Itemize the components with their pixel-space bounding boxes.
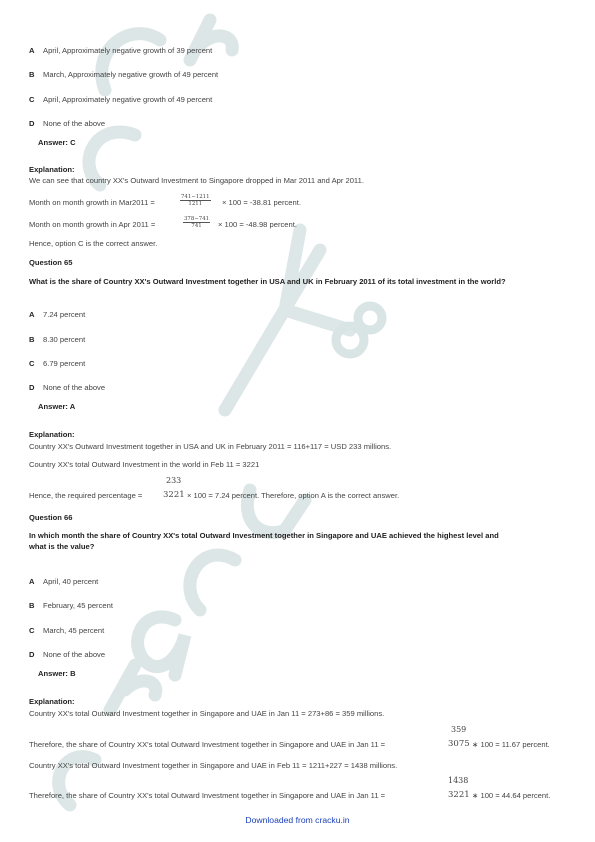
fraction-denominator: 1211 xyxy=(188,201,203,207)
watermark-circle-1 xyxy=(336,326,364,354)
option-letter: D xyxy=(29,383,35,392)
q66-explanation-line1: Country XX's total Outward Investment together in Singapore and UAE in Jan 11 = 273+86 = 359 millions. xyxy=(29,709,385,718)
fraction-numerator: 741−1211 xyxy=(181,194,210,200)
watermark-circle-2 xyxy=(358,306,382,330)
q64-answer: Answer: C xyxy=(38,138,76,147)
option-text: February, 45 percent xyxy=(43,601,113,610)
q64-explanation-line: We can see that country XX's Outward Investment to Singapore dropped in Mar 2011 and Apr 2011. xyxy=(29,176,364,185)
watermark-letter-k xyxy=(225,230,350,410)
q65-title: Question 65 xyxy=(29,258,73,267)
q66-fraction1-denominator: 3075 xyxy=(448,739,470,749)
q66-fraction2-denominator: 3221 xyxy=(448,790,470,800)
q64-conclusion: Hence, option C is the correct answer. xyxy=(29,239,158,248)
q65-explanation-line3-prefix: Hence, the required percentage = xyxy=(29,491,143,500)
q66-explanation-heading: Explanation: xyxy=(29,697,75,706)
watermark-letter-c-2 xyxy=(190,555,235,610)
option-letter: A xyxy=(29,577,35,586)
q66-explanation-line4-prefix: Therefore, the share of Country XX's total Outward Investment together in Singapore and UAE in Jan 11 = xyxy=(29,791,386,800)
watermark-letter-r-2 xyxy=(110,665,156,710)
option-letter: B xyxy=(29,335,35,344)
q64-apr-fraction xyxy=(183,216,210,229)
q64-apr-growth-prefix: Month on month growth in Apr 2011 = xyxy=(29,220,156,229)
q64-mar-growth-prefix: Month on month growth in Mar2011 = xyxy=(29,198,155,207)
option-letter: B xyxy=(29,70,35,79)
q65-explanation-line2: Country XX's total Outward Investment in the world in Feb 11 = 3221 xyxy=(29,460,260,469)
option-letter: C xyxy=(29,95,35,104)
option-letter: C xyxy=(29,359,35,368)
option-text: 6.79 percent xyxy=(43,359,86,368)
q66-question-text-line2: what is the value? xyxy=(29,542,95,551)
q65-fraction-numerator: 233 xyxy=(166,476,182,485)
q65-fraction-denominator: 3221 xyxy=(163,490,185,500)
q66-fraction1-numerator: 359 xyxy=(451,725,467,734)
fraction-numerator: 378−741 xyxy=(184,216,210,222)
q65-explanation-heading: Explanation: xyxy=(29,430,75,439)
fraction-denominator: 741 xyxy=(191,223,202,229)
option-letter: A xyxy=(29,310,35,319)
q66-title: Question 66 xyxy=(29,513,73,522)
option-letter: D xyxy=(29,650,35,659)
watermark-letter-a xyxy=(138,617,185,675)
q66-fraction2-numerator: 1438 xyxy=(448,776,469,785)
option-letter: A xyxy=(29,46,35,55)
option-letter: C xyxy=(29,626,35,635)
q66-explanation-line2-suffix: ∗ 100 = 11.67 percent. xyxy=(472,740,550,749)
q65-question-text: What is the share of Country XX's Outward Investment together in USA and UK in February 2011 of its total investment in the world? xyxy=(29,277,506,286)
q66-explanation-line4-suffix: ∗ 100 = 44.64 percent. xyxy=(472,791,551,800)
watermark-letter-c-top xyxy=(102,34,160,90)
q64-explanation-heading: Explanation: xyxy=(29,165,75,174)
option-text: None of the above xyxy=(43,119,106,128)
option-text: March, Approximately negative growth of 49 percent xyxy=(43,70,219,79)
q65-explanation-line3-suffix: × 100 = 7.24 percent. Therefore, option A is the correct answer. xyxy=(187,491,400,500)
option-letter: D xyxy=(29,119,35,128)
option-text: April, Approximately negative growth of 39 percent xyxy=(43,46,213,55)
q66-answer: Answer: B xyxy=(38,669,76,678)
option-text: None of the above xyxy=(43,383,106,392)
option-text: April, 40 percent xyxy=(43,577,99,586)
option-text: 8.30 percent xyxy=(43,335,86,344)
q65-answer: Answer: A xyxy=(38,402,76,411)
option-text: None of the above xyxy=(43,650,106,659)
footer-download-link[interactable]: Downloaded from cracku.in xyxy=(245,815,350,825)
q66-explanation-line3: Country XX's total Outward Investment together in Singapore and UAE in Feb 11 = 1211+227 = 1438 millions. xyxy=(29,761,398,770)
q65-explanation-line1: Country XX's Outward Investment together in USA and UK in February 2011 = 116+117 = USD 233 millions. xyxy=(29,442,392,451)
option-text: March, 45 percent xyxy=(43,626,105,635)
option-text: April, Approximately negative growth of 49 percent xyxy=(43,95,213,104)
q64-mar-growth-suffix: × 100 = -38.81 percent. xyxy=(222,198,301,207)
q66-question-text-line1: In which month the share of Country XX's total Outward Investment together in Singapore and UAE achieved the highest level and xyxy=(29,531,499,540)
q64-mar-fraction xyxy=(180,194,211,207)
option-letter: B xyxy=(29,601,35,610)
q66-explanation-line2-prefix: Therefore, the share of Country XX's total Outward Investment together in Singapore and UAE in Jan 11 = xyxy=(29,740,386,749)
q64-apr-growth-suffix: × 100 = -48.98 percent. xyxy=(218,220,297,229)
option-text: 7.24 percent xyxy=(43,310,86,319)
